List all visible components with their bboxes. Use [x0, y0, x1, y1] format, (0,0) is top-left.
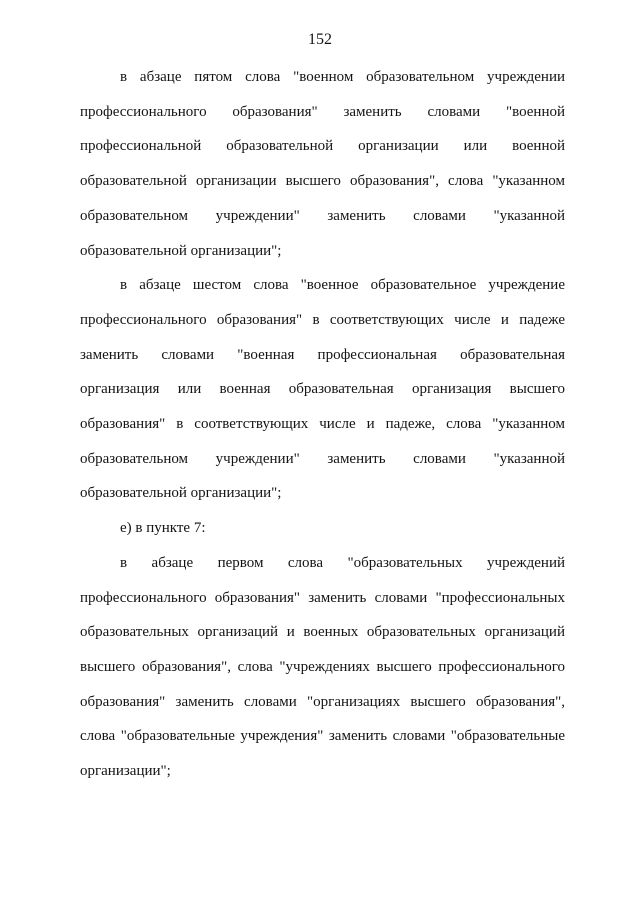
paragraph-amendment-paragraph-six: в абзаце шестом слова "военное образовательное учреждение профессионального образования" в соответствующих числе и падеже заменить словами "военная профессиональная образовательная организация или военная образовательная организация высшего образования" в соответствующих числе и падеже, слова "указанном образовательном учреждении" заменить словами "указанной образовательной организации";	[80, 277, 565, 502]
paragraph-amendment-paragraph-five: в абзаце пятом слова "военном образовательном учреждении профессионального образования" заменить словами "военной профессиональной образовательной организации или военной образовательной организации высшего образования", слова "указанном образовательном учреждении" заменить словами "указанной образовательной организации";	[80, 69, 565, 259]
page-number: 152	[308, 31, 332, 48]
document-body	[80, 60, 565, 789]
paragraph-item-e-heading: е) в пункте 7:	[120, 520, 206, 537]
paragraph-amendment-paragraph-one: в абзаце первом слова "образовательных учреждений профессионального образования" заменить словами "профессиональных образовательных организаций и военных образовательных организаций высшего образования", слова "учреждениях высшего профессионального образования" заменить словами "организациях высшего образования", слова "образовательные учреждения" заменить словами "образовательные организации";	[80, 554, 565, 780]
